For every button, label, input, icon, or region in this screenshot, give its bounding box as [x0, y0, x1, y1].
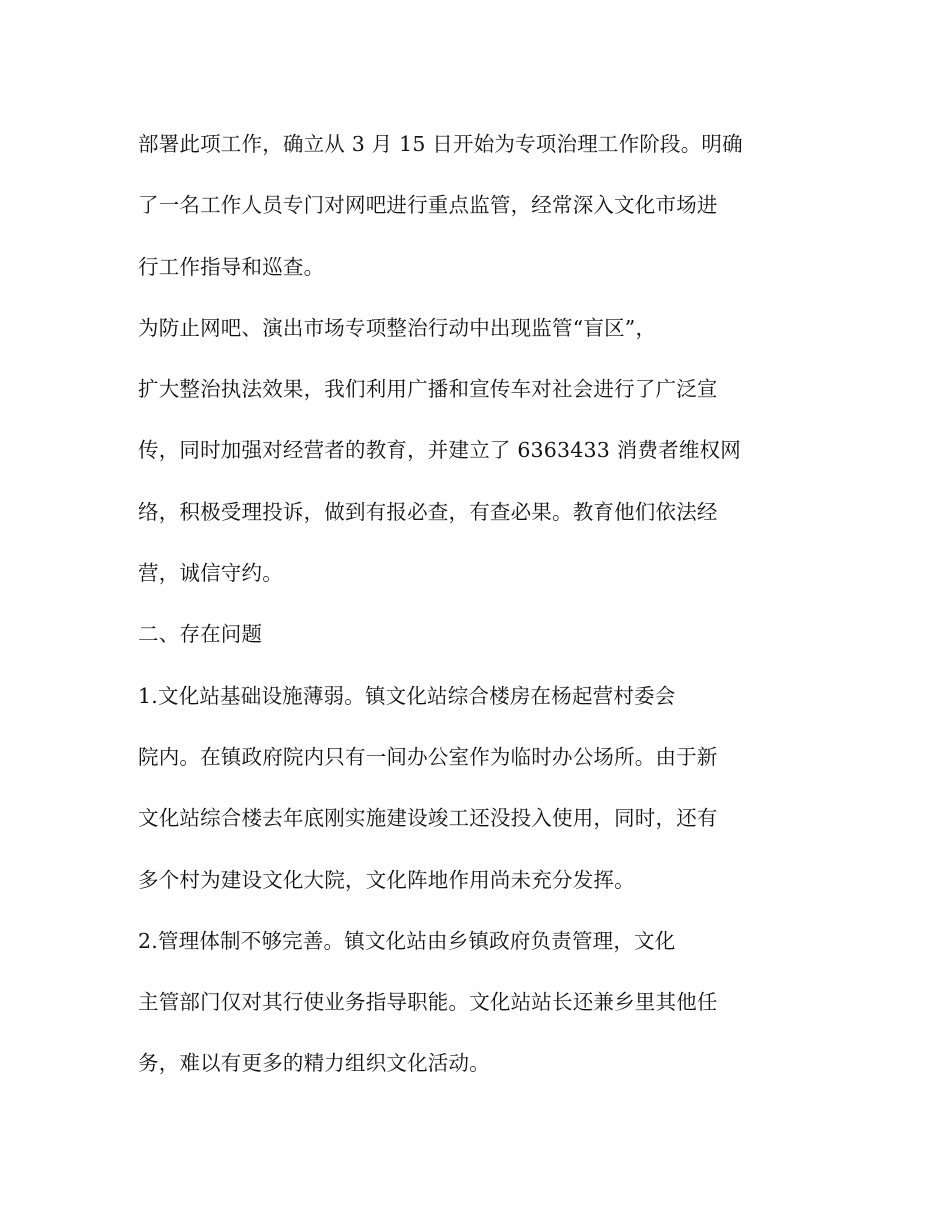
text-line: 扩大整治执法效果，我们利用广播和宣传车对社会进行了广泛宣 — [138, 377, 718, 402]
text-line: 传，同时加强对经营者的教育，并建立了 6363433 消费者维权网 — [138, 438, 741, 463]
text-line: 为防止网吧、演出市场专项整治行动中出现监管“盲区”， — [138, 315, 657, 340]
text-line: 务，难以有更多的精力组织文化活动。 — [138, 1051, 490, 1076]
text-line: 部署此项工作，确立从 3 月 15 日开始为专项治理工作阶段。明确 — [138, 132, 743, 156]
text-line: 营，诚信守约。 — [138, 561, 283, 586]
text-line: 多个村为建设文化大院，文化阵地作用尚未充分发挥。 — [138, 867, 635, 892]
text-line: 络，积极受理投诉，做到有报必查，有查必果。教育他们依法经 — [138, 499, 718, 524]
text-line: 文化站综合楼去年底刚实施建设竣工还没投入使用，同时，还有 — [138, 806, 718, 831]
section-heading: 二、存在问题 — [138, 622, 263, 647]
text-line: 院内。在镇政府院内只有一间办公室作为临时办公场所。由于新 — [138, 744, 718, 769]
document-body — [138, 122, 818, 1103]
text-line: 了一名工作人员专门对网吧进行重点监管，经常深入文化市场进 — [138, 193, 718, 218]
text-line: 主管部门仅对其行使业务指导职能。文化站站长还兼乡里其他任 — [138, 990, 718, 1015]
text-line: 1.文化站基础设施薄弱。镇文化站综合楼房在杨起营村委会 — [138, 683, 676, 708]
text-line: 行工作指导和巡查。 — [138, 254, 325, 279]
text-line: 2.管理体制不够完善。镇文化站由乡镇政府负责管理，文化 — [138, 928, 676, 953]
